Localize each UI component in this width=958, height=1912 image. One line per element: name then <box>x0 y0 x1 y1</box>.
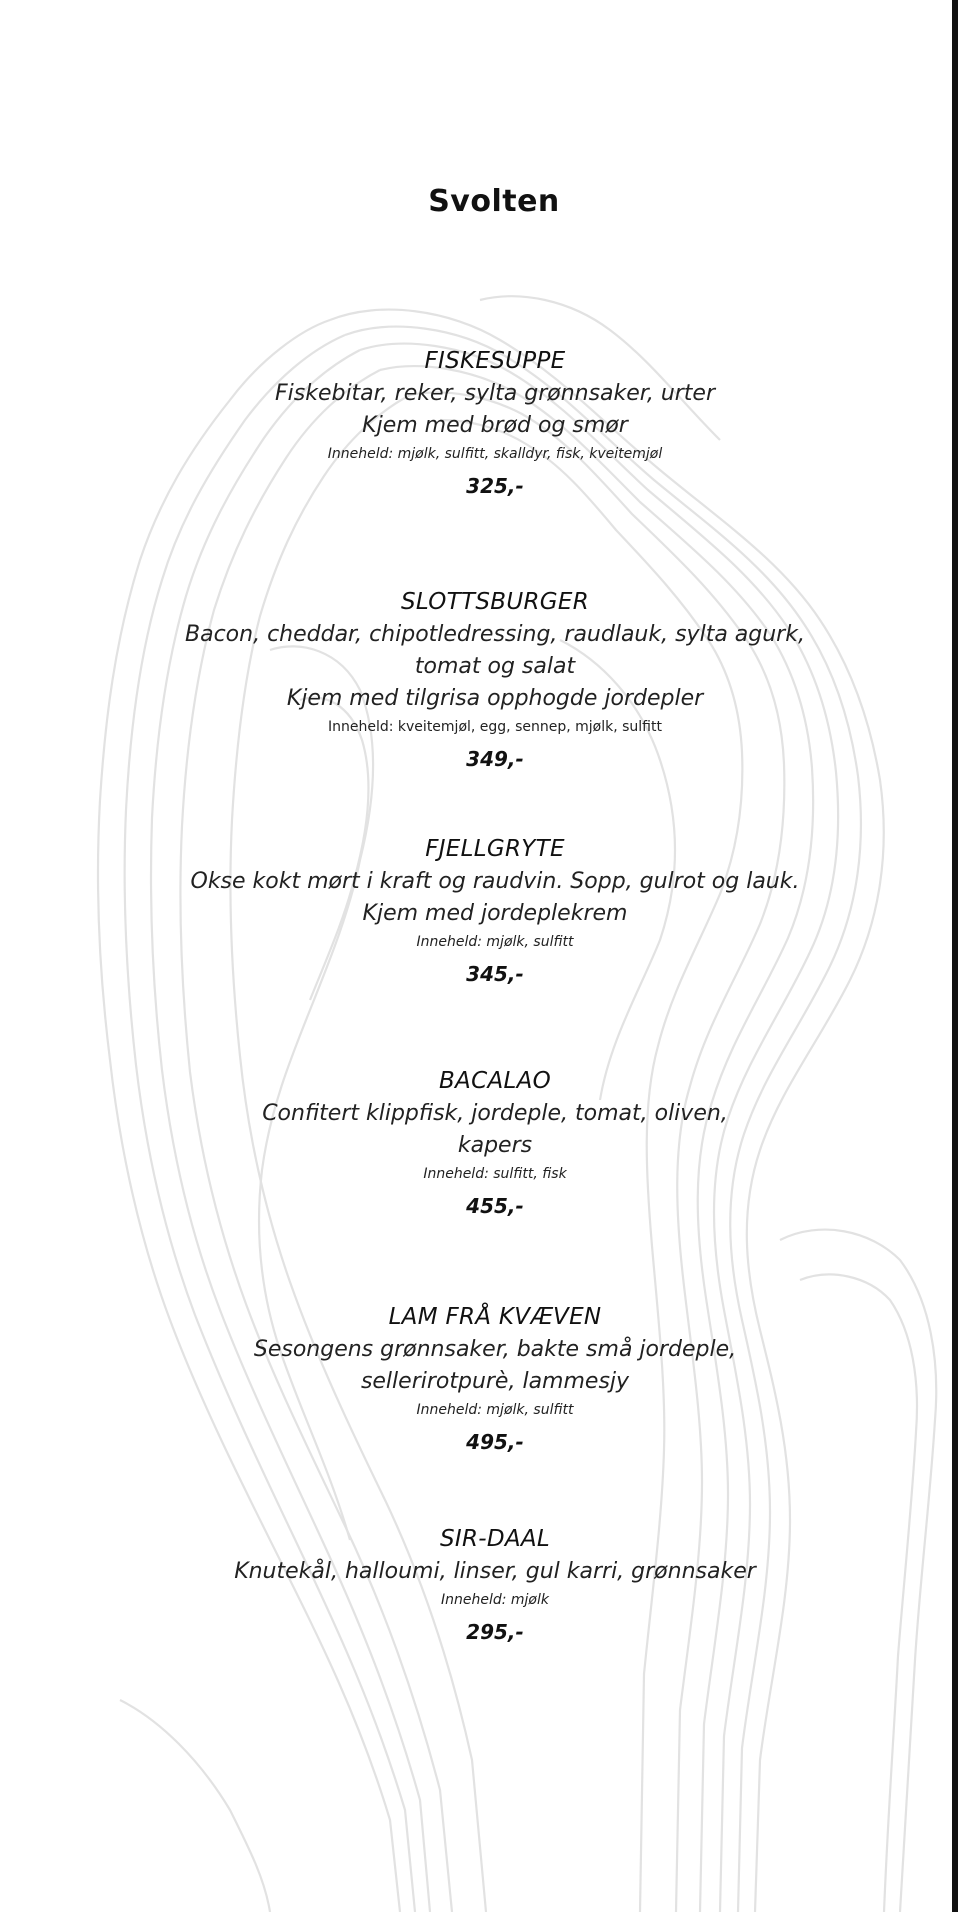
item-name: SIR-DAAL <box>439 1526 551 1552</box>
item-description: Okse kokt mørt i kraft og raudvin. Sopp, gulrot og lauk. <box>190 869 800 894</box>
item-description: Bacon, cheddar, chipotledressing, raudlauk, sylta agurk, <box>185 622 805 647</box>
item-price: 495,- <box>466 1430 524 1454</box>
item-description: Kjem med brød og smør <box>362 413 628 438</box>
item-description: Kjem med tilgrisa opphogde jordepler <box>286 686 704 711</box>
item-description: tomat og salat <box>414 654 576 679</box>
item-description: sellerirotpurè, lammesjy <box>360 1369 630 1394</box>
menu-item-fiskesuppe <box>150 344 840 504</box>
item-name: BACALAO <box>438 1068 552 1094</box>
menu-item-fjellgryte <box>150 832 840 992</box>
item-name: FJELLGRYTE <box>425 836 565 862</box>
item-name: SLOTTSBURGER <box>400 589 590 615</box>
item-allergens: Inneheld: mjølk, sulfitt <box>416 1402 574 1418</box>
menu-item-slottsburger <box>150 585 840 777</box>
item-description: Sesongens grønnsaker, bakte små jordeple, <box>253 1337 737 1362</box>
item-description: Kjem med jordeplekrem <box>362 901 628 926</box>
item-allergens: Inneheld: kveitemjøl, egg, sennep, mjølk, sulfitt <box>328 719 662 735</box>
item-price: 295,- <box>466 1620 524 1644</box>
item-description: Confitert klippfisk, jordeple, tomat, oliven, <box>262 1101 728 1126</box>
item-allergens: Inneheld: mjølk, sulfitt, skalldyr, fisk, kveitemjøl <box>327 446 663 462</box>
item-description: kapers <box>457 1133 533 1158</box>
menu-item-bacalao <box>150 1064 840 1224</box>
right-edge-bar <box>952 0 958 1912</box>
item-allergens: Inneheld: mjølk <box>440 1592 549 1608</box>
item-price: 349,- <box>466 747 524 771</box>
item-allergens: Inneheld: mjølk, sulfitt <box>416 934 574 950</box>
item-name: LAM FRÅ KVÆVEN <box>388 1304 602 1330</box>
item-allergens: Inneheld: sulfitt, fisk <box>423 1166 567 1182</box>
item-description: Knutekål, halloumi, linser, gul karri, grønnsaker <box>234 1559 756 1584</box>
item-name: FISKESUPPE <box>424 348 566 374</box>
item-price: 345,- <box>466 962 524 986</box>
contour-line <box>120 1700 270 1912</box>
item-price: 325,- <box>466 474 524 498</box>
item-description: Fiskebitar, reker, sylta grønnsaker, urter <box>274 381 716 406</box>
item-price: 455,- <box>466 1194 524 1218</box>
menu-item-lam-fra-kvaeven <box>150 1300 840 1460</box>
menu-item-sir-daal <box>150 1522 840 1650</box>
page-title: Svolten <box>428 184 560 219</box>
